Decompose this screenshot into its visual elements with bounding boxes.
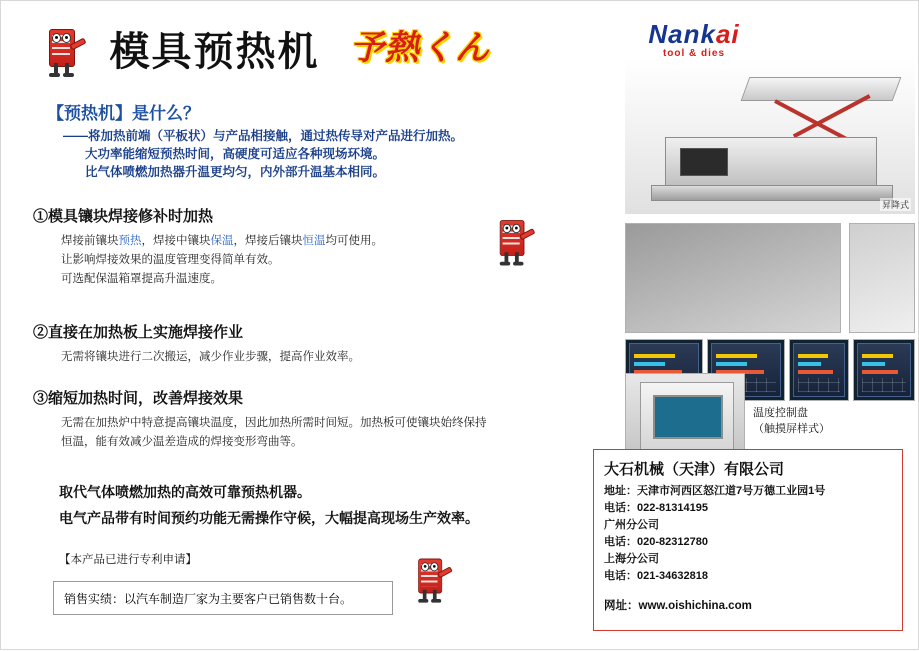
section-question-heading: 【预热机】是什么？	[47, 104, 200, 123]
feature-1-line-3: 可选配保温箱罩提高升温速度。	[61, 273, 222, 285]
photo-screen-4	[853, 339, 915, 401]
control-panel-caption	[753, 405, 830, 437]
feature-1-seg-6: 恒温	[302, 235, 326, 247]
feature-2-line-1: 无需将镶块进行二次搬运，减少作业步骤，提高作业效率。	[61, 351, 360, 363]
feature-item-2	[33, 321, 593, 367]
photo-machine-detail-right	[849, 223, 915, 333]
feature-1-seg-1: 焊接前镶块	[61, 235, 119, 247]
closing-line-2: 电气产品带有时间预约功能无需操作守候，大幅提高现场生产效率。	[59, 510, 479, 526]
screen-4-ui	[857, 343, 911, 397]
mascot-heater-character-icon	[41, 19, 87, 77]
title-row	[41, 19, 601, 95]
control-caption-line-1: 温度控制盘	[753, 407, 808, 419]
feature-1-seg-5: ，焊接后镶块	[233, 235, 303, 247]
contact-branch-shanghai: 上海分公司	[604, 553, 659, 565]
contact-information-box	[593, 449, 903, 631]
feature-1-seg-7: 均可使用。	[325, 235, 383, 247]
contact-phone-shanghai: 电话：021-34632818	[604, 570, 708, 582]
product-logo-text: 予熱くん	[349, 28, 490, 67]
photo-screen-3	[789, 339, 849, 401]
contact-phone-hq: 电话：022-81314195	[604, 502, 708, 514]
feature-1-line-2: 让影响焊接效果的温度管理变得简单有效。	[61, 254, 280, 266]
lead-line-3: 比气体喷燃加热器升温更均匀，内外部升温基本相同。	[85, 165, 386, 179]
sales-record-box: 销售实绩：以汽车制造厂家为主要客户已销售数十台。	[53, 581, 393, 615]
photo-machine-detail-left	[625, 223, 841, 333]
lead-line-1: ——将加热前端（平板状）与产品相接触，通过热传导对产品进行加热。	[63, 129, 464, 143]
feature-1-seg-2: 预热	[118, 235, 142, 247]
feature-2-heading: ②直接在加热板上实施焊接作业	[33, 324, 244, 341]
feature-2-body	[61, 348, 593, 367]
closing-line-1: 取代气体喷燃加热的高效可靠预热机器。	[59, 484, 311, 500]
lead-paragraph	[63, 127, 583, 181]
feature-item-3	[33, 387, 593, 452]
feature-1-seg-3: ，焊接中镶块	[141, 235, 211, 247]
touch-screen	[653, 395, 723, 439]
feature-1-heading: ①模具镶块焊接修补时加热	[33, 208, 214, 225]
machine-base-plate	[651, 185, 893, 201]
screen-3-ui	[793, 343, 845, 397]
feature-1-seg-4: 保温	[210, 235, 234, 247]
mascot-heater-character-icon-2	[492, 210, 536, 265]
brand-name	[629, 19, 759, 50]
mascot-heater-character-icon-3	[411, 549, 453, 602]
brand-tagline: tool & dies	[662, 48, 726, 59]
page-title: 模具预热机	[109, 29, 320, 74]
feature-3-body	[61, 414, 593, 452]
company-brand-logo	[629, 19, 759, 59]
contact-website[interactable]: 网址：www.oishichina.com	[604, 600, 752, 612]
closing-statement	[59, 479, 579, 531]
contact-address: 地址：天津市河西区怒江道7号万德工业园1号	[604, 485, 826, 497]
product-logo-badge	[350, 20, 490, 69]
control-cabinet	[640, 382, 734, 458]
contact-phone-guangzhou: 电话：020-82312780	[604, 536, 708, 548]
contact-company-name: 大石机械（天津）有限公司	[604, 461, 785, 478]
machine-control-panel	[680, 148, 728, 176]
machine-base-unit	[665, 137, 877, 189]
brand-name-accent: ai	[715, 19, 740, 49]
brand-name-part1: Nank	[648, 19, 716, 49]
machine-table-top	[741, 77, 902, 101]
control-caption-line-2: （触摸屏样式）	[753, 423, 830, 435]
patent-note: 【本产品已进行专利申请】	[59, 554, 197, 566]
contact-branch-guangzhou: 广州分公司	[604, 519, 659, 531]
lead-line-2: 大功率能缩短预热时间，高硬度可适应各种现场环境。	[85, 147, 386, 161]
photo-main-machine	[625, 59, 915, 214]
feature-3-line-1: 无需在加热炉中特意提高镶块温度，因此加热所需时间短。加热板可使镶块始终保持	[61, 417, 487, 429]
left-content-column	[1, 1, 601, 651]
feature-3-line-2: 恒温，能有效减少温差造成的焊接变形弯曲等。	[61, 436, 303, 448]
photo-main-caption: 昇降式	[881, 200, 909, 210]
feature-3-heading: ③缩短加热时间，改善焊接效果	[33, 390, 244, 407]
